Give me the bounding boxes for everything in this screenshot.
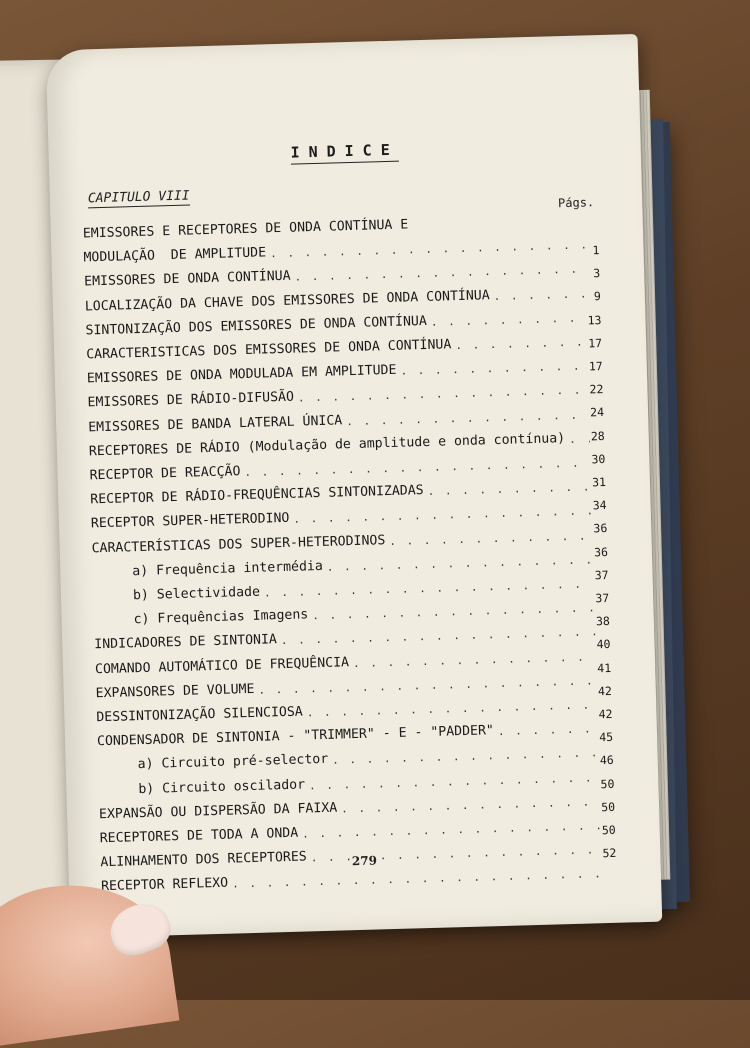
index-entry-label: RECEPTOR DE REACÇÃO <box>89 464 241 484</box>
index-entry-label: EXPANSORES DE VOLUME <box>95 681 255 702</box>
index-title <box>49 134 641 169</box>
page-number: 13 <box>587 312 602 328</box>
page-number: 37 <box>595 590 610 606</box>
page-number: 34 <box>592 498 607 513</box>
page-number: 31 <box>591 474 607 490</box>
page-number: 40 <box>596 637 611 652</box>
index-entry-label: INDICADORES DE SINTONIA <box>94 632 278 653</box>
index-entry-label: SINTONIZAÇÃO DOS EMISSORES DE ONDA CONTÍNUA <box>85 313 428 339</box>
page-number: 45 <box>599 730 614 745</box>
pages-column-header: Págs. <box>557 195 595 211</box>
index-entry-label: RECEPTOR REFLEXO <box>100 876 229 895</box>
index-entry-label: RECEPTORES DE TODA A ONDA <box>99 825 299 847</box>
index-content <box>46 34 663 938</box>
index-entry-label: EMISSORES DE RÁDIO-DIFUSÃO <box>87 390 295 411</box>
page-number: 50 <box>600 776 615 791</box>
index-entry-label: c) Frequências Imagens <box>133 607 309 628</box>
index-entry-label: DESSINTONIZAÇÃO SILENCIOSA <box>96 704 303 726</box>
leader-dots <box>232 868 602 891</box>
page-number: 36 <box>593 544 609 559</box>
page-number: 22 <box>589 382 604 397</box>
index-entry-label: EMISSORES DE ONDA CONTÍNUA <box>83 269 291 290</box>
index-entry-label: b) Circuito oscilador <box>138 777 306 797</box>
index-entry-label: RECEPTOR SUPER-HETERODINO <box>90 511 290 532</box>
page-number: 41 <box>597 660 612 675</box>
page-number: 1 <box>592 243 600 258</box>
page-folio: 279 <box>351 853 378 869</box>
index-entry-label: EMISSORES E RECEPTORES DE ONDA CONTÍNUA E <box>82 217 409 242</box>
index-entry-label: CONDENSADOR DE SINTONIA - "TRIMMER" - E - "PADDER" <box>96 723 495 750</box>
index-entry-label: EXPANSÃO OU DISPERSÃO DA FAIXA <box>98 800 338 823</box>
page-number: 17 <box>588 335 603 351</box>
page-number: 50 <box>601 799 616 815</box>
index-entry-label: CARACTERISTICAS DOS EMISSORES DE ONDA CONTÍNUA <box>86 337 452 363</box>
index-title-text: INDICE <box>290 141 399 165</box>
index-entry-label: CARACTERÍSTICAS DOS SUPER-HETERODINOS <box>91 532 386 556</box>
page-number: 3 <box>593 266 601 281</box>
page-number: 46 <box>599 753 614 768</box>
page-number: 9 <box>593 289 601 304</box>
chapter-heading: CAPITULO VIII <box>87 188 190 207</box>
index-entry-label: MODULAÇÃO DE AMPLITUDE <box>83 245 267 266</box>
index-entry-label: EMISSORES DE ONDA MODULADA EM AMPLITUDE <box>86 362 397 387</box>
page-number: 52 <box>602 846 617 861</box>
index-entry-label: a) Circuito pré-selector <box>137 752 329 773</box>
page-number: 17 <box>588 359 603 374</box>
index-entry-label: RECEPTORES DE RÁDIO (Modulação de amplitude e onda contínua) <box>88 430 566 460</box>
page-number: 38 <box>595 614 611 629</box>
page-number: 30 <box>591 451 606 467</box>
page-number: 50 <box>601 822 616 838</box>
index-entry-label: RECEPTOR DE RÁDIO-FREQUÊNCIAS SINTONIZADAS <box>90 483 424 508</box>
index-entry-label: COMANDO AUTOMÁTICO DE FREQUÊNCIA <box>94 654 350 677</box>
page-number: 37 <box>594 567 609 583</box>
index-entry-label: b) Selectividade <box>132 584 261 604</box>
index-entry-label: ALINHAMENTO DOS RECEPTORES <box>100 849 307 871</box>
page-number: 36 <box>593 521 608 536</box>
page-number: 42 <box>598 706 613 722</box>
page-number: 42 <box>597 683 613 699</box>
index-entry-label: LOCALIZAÇÃO DA CHAVE DOS EMISSORES DE ONDA CONTÍNUA <box>84 287 490 315</box>
page-number: 28 <box>590 428 605 443</box>
index-entry-label: EMISSORES DE BANDA LATERAL ÚNICA <box>88 412 343 435</box>
index-page <box>46 34 663 938</box>
page-number: 24 <box>589 405 605 420</box>
index-entry-label: a) Frequência intermédia <box>132 558 323 580</box>
